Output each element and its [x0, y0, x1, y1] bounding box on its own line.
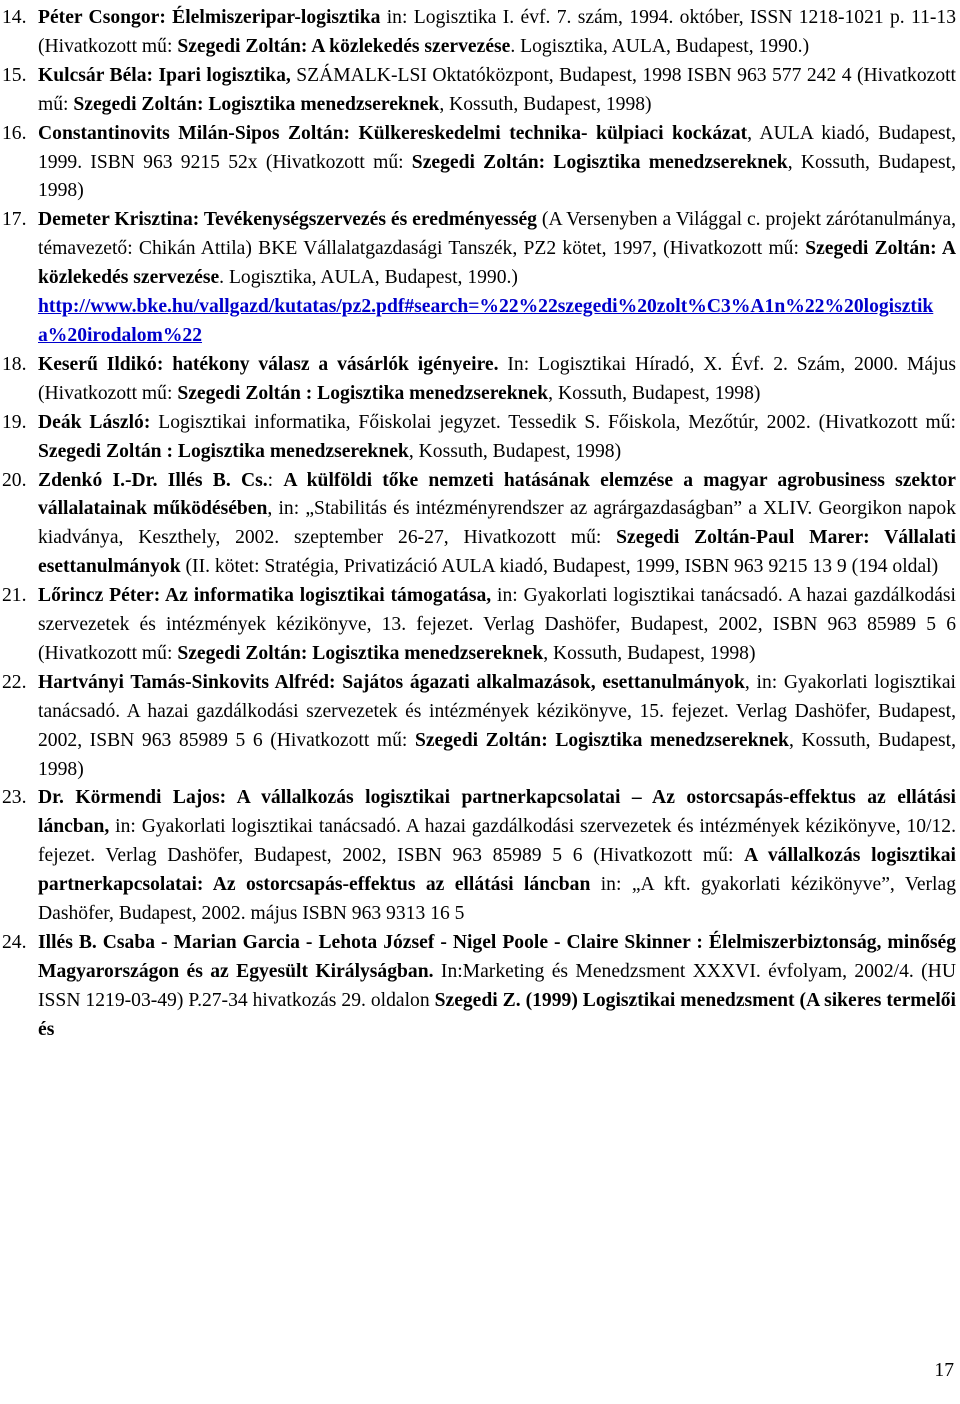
reference-bold-text: Szegedi Zoltán-Paul Marer: Vállalati esettanulmányok: [38, 527, 956, 578]
reference-bold-text: Szegedi Zoltán: Logisztika menedzsereknek: [414, 729, 789, 751]
reference-text: , Kossuth, Budapest, 1998): [408, 440, 622, 462]
reference-bold-text: Deák László:: [38, 411, 151, 433]
reference-number: 22.: [2, 671, 27, 693]
reference-bold-text: Csaba - Marian Garcia - Lehota József - Nigel Poole - Claire Skinner : Élelmiszerbiztonság, minőség Magyarországon és az Egyesült Királyságban.: [38, 932, 956, 982]
reference-text: , Kossuth, Budapest, 1998): [38, 729, 956, 780]
reference-item: [2, 62, 956, 120]
reference-text: , in: Gyakorlati logisztikai tanácsadó. A hazai gazdálkodási szervezetek és intézmények kézikönyve, 15. fejezet. Verlag Dashöfer, Budapest, 2002, ISBN 963 85989 5 6 (Hivatkozott mű:: [38, 671, 956, 751]
reference-number: 15.: [2, 64, 27, 86]
reference-item: [2, 351, 956, 409]
reference-number: 21.: [2, 585, 27, 607]
reference-text: in: Gyakorlati logisztikai tanácsadó. A hazai gazdálkodási szervezetek és intézmények kézikönyve, 13. fejezet. Verlag Dashöfer, Budapest, 2002, ISBN 963 85989 5 6 (Hivatkozott mű:: [38, 585, 956, 664]
reference-text: , Kossuth, Budapest, 1998): [543, 642, 756, 664]
reference-item: [2, 669, 956, 785]
reference-bold-text: Dr.: [38, 787, 64, 809]
reference-bold-text: Zdenkó I.-Dr. Illés B. Cs.: [38, 469, 268, 491]
reference-bold-text: Szegedi Zoltán: Logisztika menedzsereknek: [411, 151, 788, 173]
reference-bold-text: Szegedi Z. (1999) Logisztikai menedzsment (A sikeres termelői és: [38, 989, 957, 1040]
reference-text: (II. kötet: Stratégia, Privatizáció AULA kiadó, Budapest, 1999, ISBN 963 9215 13 9 (194 oldal): [180, 556, 939, 578]
reference-number: 16.: [2, 122, 27, 144]
reference-text: Logisztikai informatika, Főiskolai jegyzet. Tessedik S. Főiskola, Mezőtúr, 2002. (Hivatkozott mű:: [150, 411, 956, 433]
reference-bold-text: A külföldi tőke nemzeti hatásának elemzése a magyar agrobusiness szektor vállalatainak működésében: [38, 469, 956, 520]
reference-text: in: Gyakorlati logisztikai tanácsadó. A hazai gazdálkodási szervezetek és intézmények kézikönyve, 10/12. fejezet. Verlag Dashöfer, Budapest, 2002, ISBN 963 85989 5 6 (Hivatkozott mű:: [38, 816, 956, 867]
reference-number: 24.: [2, 932, 27, 953]
reference-bold-text: Körmendi Lajos: A vállalkozás logisztikai partnerkapcsolatai – Az ostorcsapás-effektus az ellátási láncban,: [38, 787, 956, 838]
reference-text: In:Marketing és Menedzsment XXXVI. évfolyam, 2002/4. (HU ISSN 1219-03-49) P.27-34 hivatkozás 29. oldalon: [38, 960, 956, 1011]
reference-text: [64, 787, 75, 808]
reference-text: SZÁMALK-LSI Oktatóközpont, Budapest, 1998 ISBN 963 577 242 4 (Hivatkozott mű:: [38, 64, 956, 115]
reference-item: [2, 4, 956, 62]
reference-text: in: „A kft. gyakorlati kézikönyve”, Verlag Dashöfer, Budapest, 2002. május ISBN 963 9313 16 5: [38, 874, 956, 925]
reference-item: [2, 206, 956, 351]
reference-bold-text: Lőrincz Péter: Az informatika logisztikai támogatása,: [38, 585, 492, 607]
reference-bold-text: Keserű Ildikó: hatékony válasz a vásárlók igényeire.: [38, 353, 499, 375]
reference-number: 23.: [2, 787, 27, 809]
reference-bold-text: Péter Csongor: Élelmiszeripar-logisztika: [38, 7, 381, 28]
reference-text: , AULA kiadó, Budapest, 1999. ISBN 963 9215 52x (Hivatkozott mű:: [38, 122, 956, 173]
reference-bold-text: Szegedi Zoltán: Logisztika menedzsereknek: [177, 642, 544, 664]
reference-item: [2, 120, 956, 207]
reference-bold-text: Szegedi Zoltán : Logisztika menedzsereknek: [177, 382, 549, 404]
reference-text: (A Versenyben a Világgal c. projekt zárótanulmánya, témavezető: Chikán Attila) BKE Vállalatgazdasági Tanszék, PZ2 kötet, 1997, (Hivatkozott mű:: [38, 209, 956, 260]
reference-bold-text: Demeter Krisztina: Tevékenységszervezés és eredményesség: [38, 209, 537, 231]
reference-bold-text: Kulcsár Béla: Ipari logisztika,: [38, 64, 291, 86]
reference-text: , Kossuth, Budapest, 1998): [439, 93, 652, 115]
reference-item: [2, 467, 956, 583]
reference-list: [2, 4, 956, 1045]
reference-text: , in: „Stabilitás és intézményrendszer az agrárgazdaságban” a XLIV. Georgikon napok kiadványa, Keszthely, 2002. szeptember 26-27, Hivatkozott mű:: [38, 498, 957, 549]
page-number: 17: [934, 1360, 954, 1381]
reference-text: , Kossuth, Budapest, 1998): [38, 151, 957, 202]
reference-bold-text: A vállalkozás logisztikai partnerkapcsolatai: Az ostorcsapás-effektus az ellátási láncban: [38, 845, 956, 896]
reference-bold-text: Illés B.: [38, 932, 97, 953]
reference-bold-text: Szegedi Zoltán: Logisztika menedzsereknek: [73, 93, 440, 115]
reference-text: , Kossuth, Budapest, 1998): [548, 382, 761, 404]
reference-number: 14.: [2, 7, 27, 28]
reference-item: [2, 784, 956, 929]
reference-text: . Logisztika, AULA, Budapest, 1990.): [510, 35, 810, 57]
reference-bold-text: Szegedi Zoltán: A közlekedés szervezése: [38, 238, 956, 289]
reference-number: 18.: [2, 353, 27, 375]
reference-bold-text: Constantinovits Milán-Sipos Zoltán: Külkereskedelmi technika- külpiaci kockázat: [38, 122, 748, 144]
reference-item: [2, 409, 956, 467]
reference-item: [2, 582, 956, 669]
reference-text: in: Logisztika I. évf. 7. szám, 1994. október, ISSN 1218-1021 p. 11-13 (Hivatkozott mű:: [38, 7, 956, 57]
reference-text: :: [267, 469, 284, 491]
reference-item: [2, 929, 956, 1045]
reference-text: . Logisztika, AULA, Budapest, 1990.): [219, 267, 518, 289]
reference-text: In: Logisztikai Híradó, X. Évf. 2. Szám, 2000. Május (Hivatkozott mű:: [38, 353, 956, 404]
reference-link[interactable]: http://www.bke.hu/vallgazd/kutatas/pz2.pdf#search=%22%22szegedi%20zolt%C3%A1n%22%20logisztika%20irodalom%22: [38, 296, 934, 346]
reference-bold-text: Szegedi Zoltán : Logisztika menedzsereknek: [38, 440, 409, 462]
reference-bold-text: Szegedi Zoltán: A közlekedés szervezése: [177, 35, 511, 57]
reference-bold-text: Hartványi Tamás-Sinkovits Alfréd: Sajátos ágazati alkalmazások, esettanulmányok: [38, 671, 745, 693]
reference-number: 20.: [2, 469, 27, 491]
reference-number: 17.: [2, 209, 27, 231]
reference-number: 19.: [2, 411, 27, 433]
